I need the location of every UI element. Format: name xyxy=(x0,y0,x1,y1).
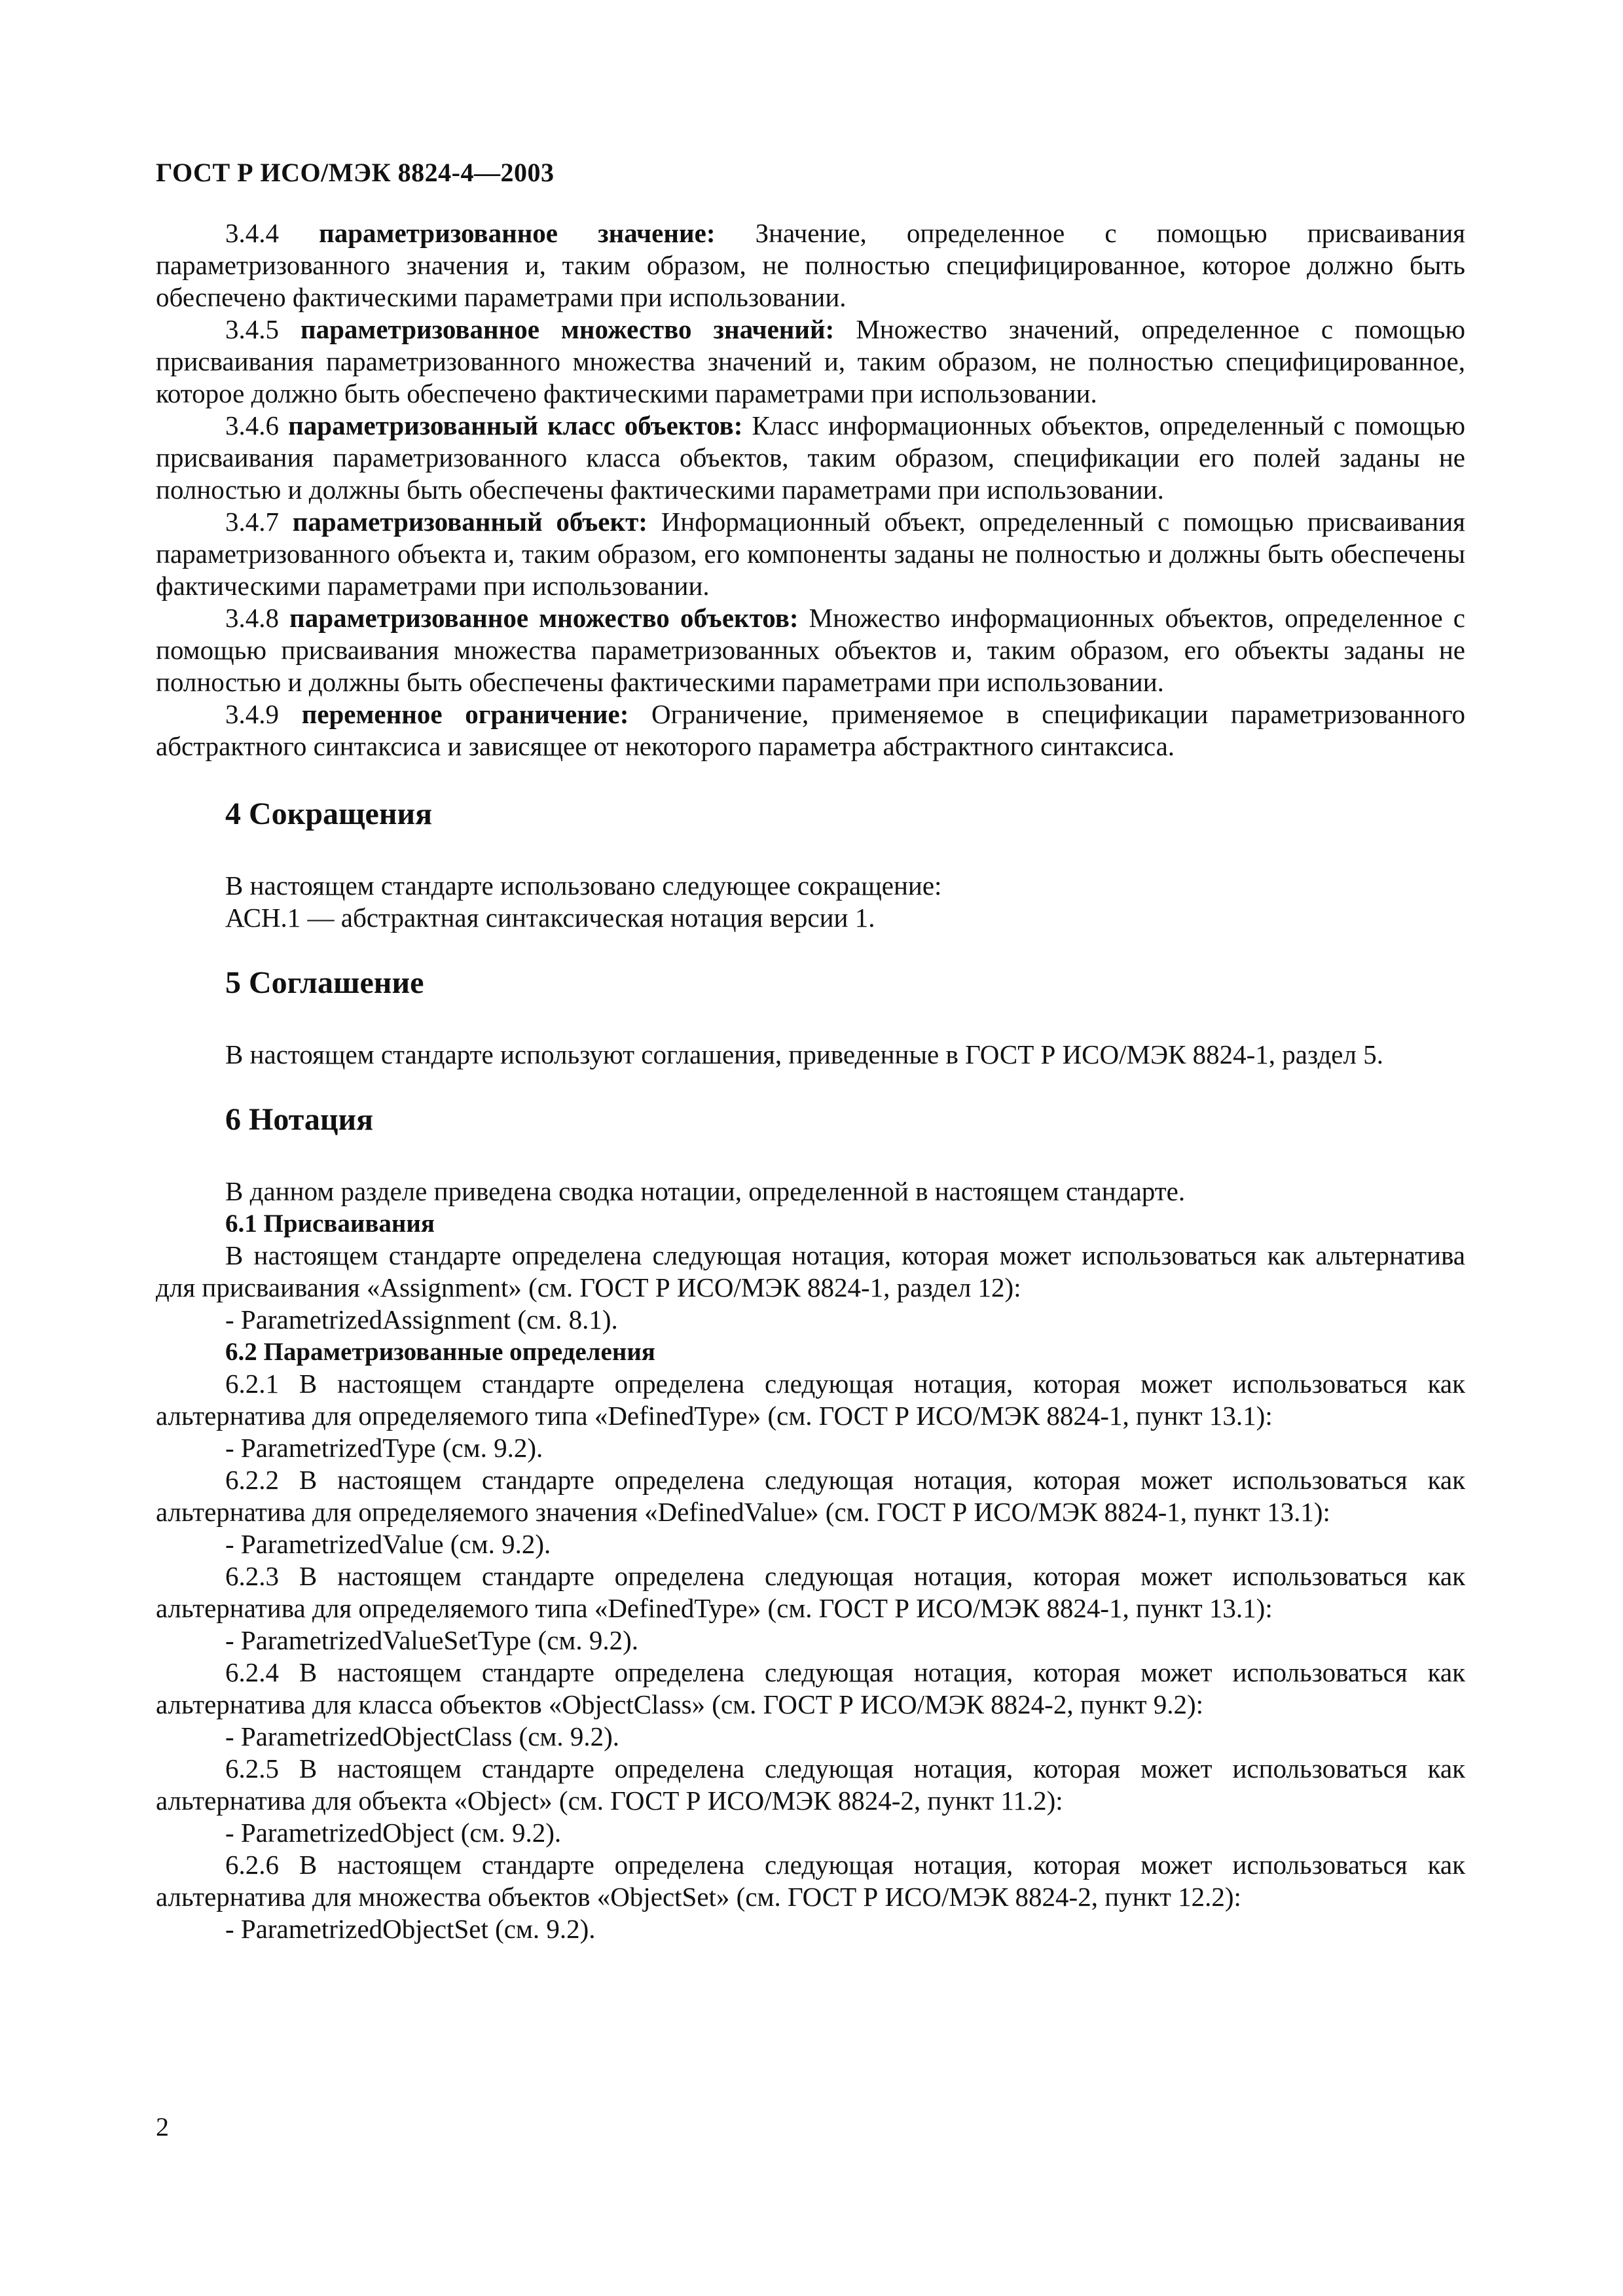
section-6-title: 6 Нотация xyxy=(225,1102,374,1137)
clause-6-2-5: 6.2.5 В настоящем стандарте определена следующая нотация, которая может использоваться как альтернатива для объекта «Object» (см. ГОСТ Р ИСО/МЭК 8824-2, пункт 11.2): xyxy=(156,1753,1465,1816)
definition-3-4-5 xyxy=(156,314,1465,410)
clause-6-2-2-item: - ParametrizedValue (см. 9.2). xyxy=(225,1529,551,1559)
definition-number: 3.4.9 xyxy=(225,699,279,729)
section-5-title: 5 Соглашение xyxy=(225,965,424,1000)
subsection-6-2-title: 6.2 Параметризованные определения xyxy=(225,1338,655,1366)
definition-text: Информационный объект, определенный с помощью присваивания параметризованного объекта и, таким образом, его компоненты заданы не полностью и должны быть обеспечены фактическими параметрами при использовании. xyxy=(156,507,1466,601)
section-4-title: 4 Сокращения xyxy=(225,797,433,831)
definition-3-4-9 xyxy=(156,698,1465,762)
definition-text: Ограничение, применяемое в спецификации параметризованного абстрактного синтаксиса и зависящее от некоторого параметра абстрактного синтаксиса. xyxy=(156,699,1466,761)
clause-6-2-2: 6.2.2 В настоящем стандарте определена следующая нотация, которая может использоваться как альтернатива для определяемого значения «DefinedValue» (см. ГОСТ Р ИСО/МЭК 8824-1, пункт 13.1): xyxy=(156,1465,1465,1527)
definition-term: параметризованное множество значений: xyxy=(301,314,835,344)
definition-term: параметризованное множество объектов: xyxy=(289,603,799,633)
section-6-intro: В данном разделе приведена сводка нотации, определенной в настоящем стандарте. xyxy=(225,1176,1186,1206)
subsection-6-1-item: - ParametrizedAssignment (см. 8.1). xyxy=(225,1304,618,1335)
document-body xyxy=(156,217,1465,1945)
definition-number: 3.4.5 xyxy=(225,314,279,344)
clause-6-2-4: 6.2.4 В настоящем стандарте определена следующая нотация, которая может использоваться как альтернатива для класса объектов «ObjectClass» (см. ГОСТ Р ИСО/МЭК 8824-2, пункт 9.2): xyxy=(156,1657,1465,1719)
definition-number: 3.4.8 xyxy=(225,603,279,633)
definition-3-4-8 xyxy=(156,602,1465,698)
clause-6-2-1-item: - ParametrizedType (см. 9.2). xyxy=(225,1433,543,1463)
definition-term: параметризованный класс объектов: xyxy=(288,410,743,440)
clause-6-2-4-item: - ParametrizedObjectClass (см. 9.2). xyxy=(225,1721,620,1751)
definition-number: 3.4.7 xyxy=(225,507,279,537)
definition-3-4-6 xyxy=(156,410,1465,506)
definition-text: Значение, определенное с помощью присваивания параметризованного значения и, таким образом, не полностью специфицированное, которое должно быть обеспечено фактическими параметрами при использовании. xyxy=(156,218,1466,312)
definition-number: 3.4.6 xyxy=(225,410,279,440)
clause-6-2-3-item: - ParametrizedValueSetType (см. 9.2). xyxy=(225,1625,638,1655)
subsection-6-1-text: В настоящем стандарте определена следующая нотация, которая может использоваться как альтернатива для присваивания «Assignment» (см. ГОСТ Р ИСО/МЭК 8824-1, раздел 12): xyxy=(156,1240,1465,1302)
definition-term: параметризованное значение: xyxy=(319,218,716,248)
subsection-6-1-title: 6.1 Присваивания xyxy=(225,1210,435,1238)
clause-6-2-3: 6.2.3 В настоящем стандарте определена следующая нотация, которая может использоваться как альтернатива для определяемого типа «DefinedType» (см. ГОСТ Р ИСО/МЭК 8824-1, пункт 13.1): xyxy=(156,1561,1465,1623)
clause-6-2-1: 6.2.1 В настоящем стандарте определена следующая нотация, которая может использоваться как альтернатива для определяемого типа «DefinedType» (см. ГОСТ Р ИСО/МЭК 8824-1, пункт 13.1): xyxy=(156,1369,1465,1431)
definition-text: Класс информационных объектов, определенный с помощью присваивания параметризованного класса объектов, таким образом, спецификации его полей заданы не полностью и должны быть обеспечены фактическими параметрами при использовании. xyxy=(156,410,1466,505)
section-4-abbreviation: АСН.1 — абстрактная синтаксическая нотация версии 1. xyxy=(225,903,875,933)
section-4-intro: В настоящем стандарте использовано следующее сокращение: xyxy=(225,870,942,901)
definition-term: параметризованный объект: xyxy=(292,507,647,537)
definition-number: 3.4.4 xyxy=(225,218,279,248)
definition-term: переменное ограничение: xyxy=(301,699,629,729)
clause-6-2-5-item: - ParametrizedObject (см. 9.2). xyxy=(225,1818,562,1848)
document-header: ГОСТ Р ИСО/МЭК 8824-4—2003 xyxy=(156,158,555,187)
definition-text: Множество значений, определенное с помощью присваивания параметризованного множества значений и, таким образом, не полностью специфицированное, которое должно быть обеспечено фактическими параметрами при использовании. xyxy=(156,314,1466,408)
definition-3-4-7 xyxy=(156,506,1465,602)
clause-6-2-6-item: - ParametrizedObjectSet (см. 9.2). xyxy=(225,1914,596,1944)
section-5-text: В настоящем стандарте используют соглашения, приведенные в ГОСТ Р ИСО/МЭК 8824-1, раздел 5. xyxy=(225,1039,1383,1069)
clause-6-2-6: 6.2.6 В настоящем стандарте определена следующая нотация, которая может использоваться как альтернатива для множества объектов «ObjectSet» (см. ГОСТ Р ИСО/МЭК 8824-2, пункт 12.2): xyxy=(156,1850,1465,1912)
definition-text: Множество информационных объектов, определенное с помощью присваивания множества параметризованных объектов и, таким образом, его объекты заданы не полностью и должны быть обеспечены фактическими параметрами при использовании. xyxy=(156,603,1466,697)
definition-3-4-4 xyxy=(156,217,1465,314)
page-number: 2 xyxy=(156,2112,169,2142)
